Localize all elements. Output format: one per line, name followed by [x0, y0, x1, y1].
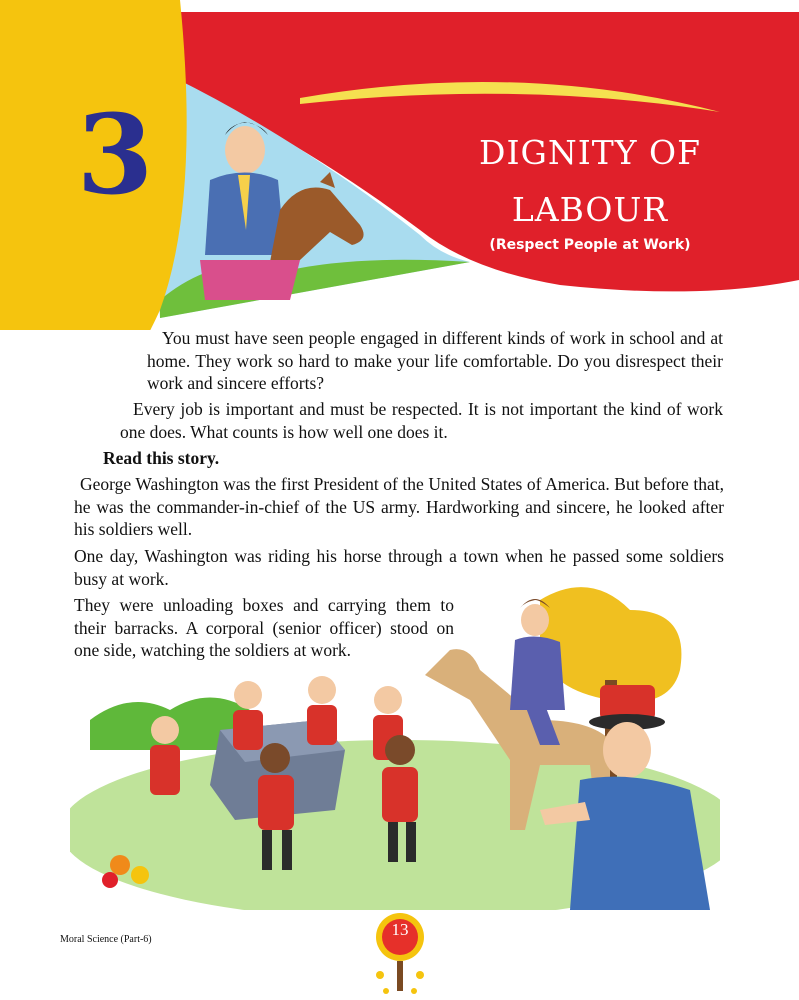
- story-illustration: [70, 580, 720, 910]
- chapter-title-line2: LABOUR: [511, 190, 669, 229]
- riding-paragraph: One day, Washington was riding his horse through a town when he passed some soldiers busy at work.: [74, 546, 724, 589]
- chapter-title-line1: DIGNITY OF: [478, 133, 701, 172]
- unloading-paragraph: They were unloading boxes and carrying them to their barracks. A corporal (senior officer) stood on one side, watching the soldiers at work.: [74, 595, 454, 660]
- page-number: 13: [391, 920, 409, 939]
- intro-paragraph: You must have seen people engaged in different kinds of work in school and at home. They work so hard to make your life comfortable. Do you disrespect their work and sincere efforts?: [147, 328, 723, 393]
- chapter-subtitle: (Respect People at Work): [489, 237, 691, 253]
- book-title-footer: Moral Science (Part-6): [60, 934, 152, 945]
- story-heading: Read this story.: [103, 448, 220, 468]
- chapter-number: 3: [76, 90, 154, 219]
- importance-paragraph: Every job is important and must be respected. It is not important the kind of work one does. What counts is how well one does it.: [120, 399, 723, 442]
- washington-paragraph: George Washington was the first President of the United States of America. But before that, he was the commander-in-chief of the US army. Hardworking and sincere, he looked after his soldiers well.: [74, 474, 724, 539]
